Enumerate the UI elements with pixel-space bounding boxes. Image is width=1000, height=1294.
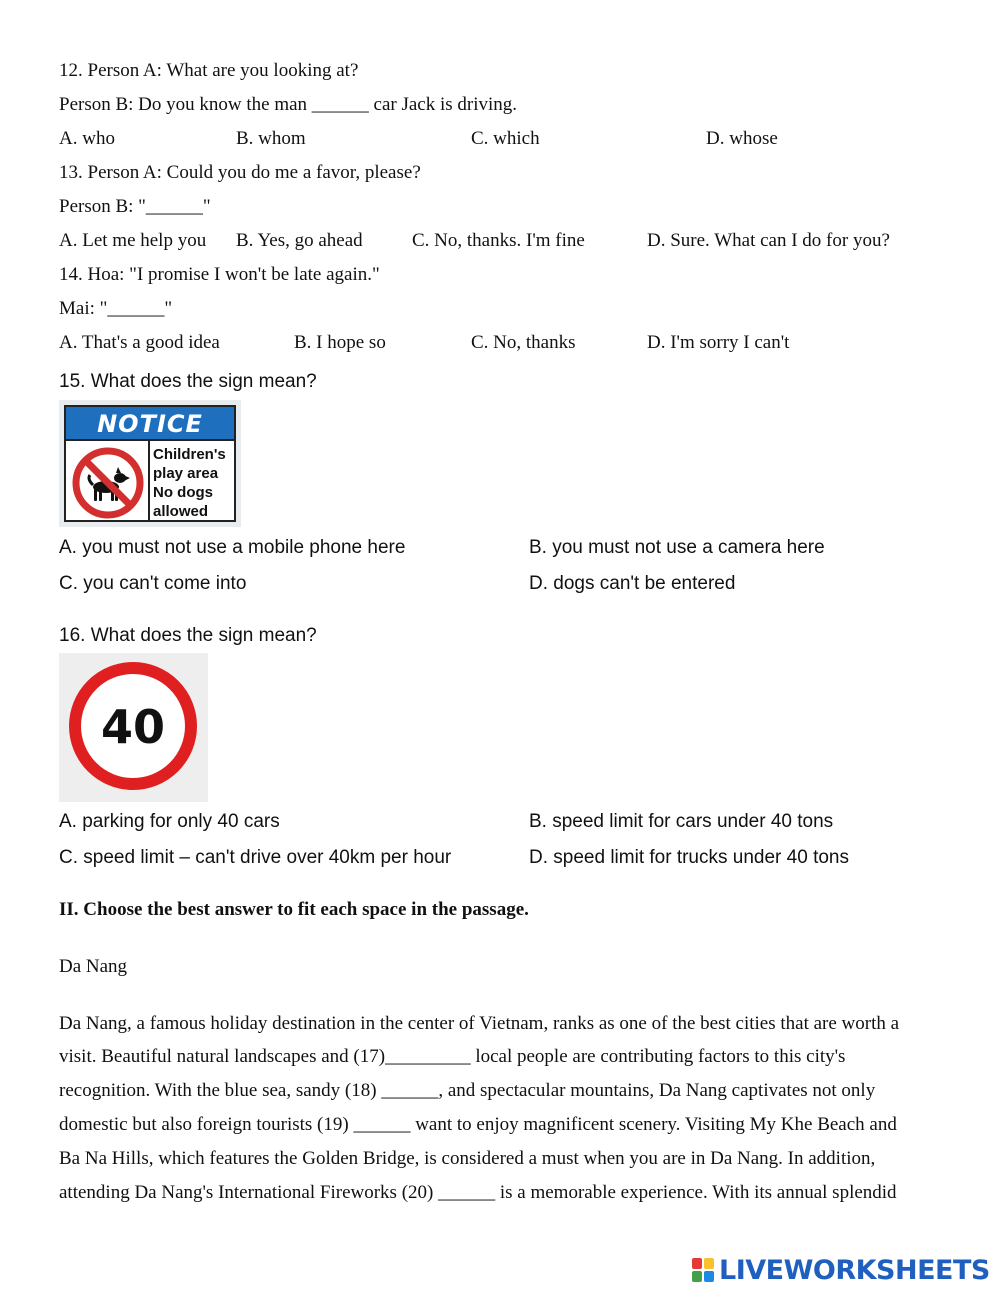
- q12-line2: Person B: Do you know the man ______ car Jack is driving.: [59, 94, 518, 115]
- q16-option-d[interactable]: D. speed limit for trucks under 40 tons: [529, 847, 849, 868]
- section-2-heading: II. Choose the best answer to fit each space in the passage.: [59, 899, 529, 920]
- logo-blocks-icon: [692, 1258, 716, 1284]
- q13-line2: Person B: "______": [59, 196, 211, 217]
- q15-option-c[interactable]: C. you can't come into: [59, 573, 247, 594]
- q13-option-a[interactable]: A. Let me help you: [59, 230, 207, 251]
- passage-line-4: domestic but also foreign tourists (19) ______ want to enjoy magnificent scenery. Visiting My Khe Beach and: [59, 1114, 897, 1135]
- notice-line-1: Children's: [153, 446, 226, 463]
- q14-option-c[interactable]: C. No, thanks: [471, 332, 576, 353]
- q12-option-b[interactable]: B. whom: [236, 128, 306, 149]
- notice-line-2: play area: [153, 465, 219, 482]
- q13-option-b[interactable]: B. Yes, go ahead: [236, 230, 363, 251]
- passage-line-6: attending Da Nang's International Fireworks (20) ______ is a memorable experience. With its annual splendid: [59, 1182, 897, 1203]
- q13-option-d[interactable]: D. Sure. What can I do for you?: [647, 230, 890, 251]
- notice-line-4: allowed: [153, 503, 209, 520]
- q12-stem: 12. Person A: What are you looking at?: [59, 60, 359, 81]
- speed-limit-icon: [59, 653, 208, 802]
- notice-sign-divider: [148, 441, 150, 522]
- q14-option-d[interactable]: D. I'm sorry I can't: [647, 332, 790, 353]
- speed-limit-number: 40: [100, 700, 166, 754]
- liveworksheets-logo: [692, 1254, 992, 1288]
- q16-option-b[interactable]: B. speed limit for cars under 40 tons: [529, 811, 834, 832]
- passage-line-3: recognition. With the blue sea, sandy (18) ______, and spectacular mountains, Da Nang captivates not only: [59, 1080, 876, 1101]
- q15-option-d[interactable]: D. dogs can't be entered: [529, 573, 736, 594]
- q15-option-a[interactable]: A. you must not use a mobile phone here: [59, 537, 406, 558]
- q14-stem: 14. Hoa: "I promise I won't be late again.": [59, 264, 380, 285]
- q12-option-d[interactable]: D. whose: [706, 128, 778, 149]
- passage-line-5: Ba Na Hills, which features the Golden Bridge, is considered a must when you are in Da Nang. In addition,: [59, 1148, 876, 1169]
- passage-title: Da Nang: [59, 956, 128, 977]
- q12-option-c[interactable]: C. which: [471, 128, 540, 149]
- no-dogs-icon: [70, 445, 146, 521]
- q13-stem: 13. Person A: Could you do me a favor, please?: [59, 162, 421, 183]
- notice-sign-text: [153, 445, 237, 521]
- q16-option-c[interactable]: C. speed limit – can't drive over 40km per hour: [59, 847, 452, 868]
- passage-line-1: Da Nang, a famous holiday destination in the center of Vietnam, ranks as one of the best cities that are worth a: [59, 1013, 900, 1034]
- q14-line2: Mai: "______": [59, 298, 173, 319]
- q15-option-b[interactable]: B. you must not use a camera here: [529, 537, 825, 558]
- q16-option-a[interactable]: A. parking for only 40 cars: [59, 811, 280, 832]
- speed-limit-sign: [59, 653, 208, 802]
- q14-option-a[interactable]: A. That's a good idea: [59, 332, 220, 353]
- notice-line-3: No dogs: [153, 484, 213, 501]
- q13-option-c[interactable]: C. No, thanks. I'm fine: [412, 230, 585, 251]
- notice-sign: [59, 400, 241, 527]
- q12-option-a[interactable]: A. who: [59, 128, 115, 149]
- logo-text: LIVEWORKSHEETS: [719, 1255, 990, 1286]
- q14-option-b[interactable]: B. I hope so: [294, 332, 386, 353]
- notice-sign-header: NOTICE: [66, 407, 234, 441]
- q15-stem: 15. What does the sign mean?: [59, 371, 317, 392]
- q16-stem: 16. What does the sign mean?: [59, 625, 317, 646]
- passage-line-2: visit. Beautiful natural landscapes and (17)_________ local people are contributing factors to this city's: [59, 1046, 846, 1067]
